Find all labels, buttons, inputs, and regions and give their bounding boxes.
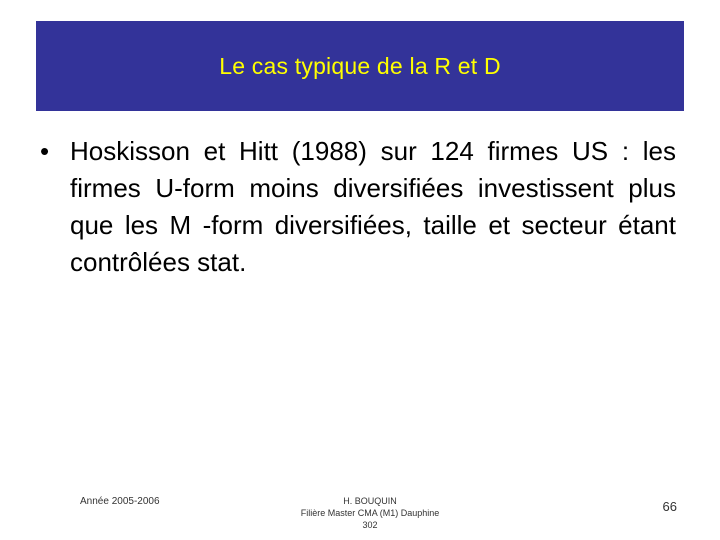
- footer-code: 302: [362, 520, 378, 530]
- slide-title-bar: [36, 21, 684, 111]
- footer-author-block: [260, 495, 480, 531]
- bullet-text: Hoskisson et Hitt (1988) sur 124 firmes US : les firmes U-form moins diversifiées investissent plus que les M -form diversifiées, taille et secteur étant contrôlées stat.: [70, 136, 676, 277]
- slide-footer: [0, 488, 720, 540]
- footer-date: Année 2005-2006: [80, 496, 160, 507]
- slide-title: Le cas typique de la R et D: [219, 52, 501, 79]
- slide-body: [40, 133, 680, 281]
- footer-program: Filière Master CMA (M1) Dauphine: [300, 508, 440, 518]
- footer-author: H. BOUQUIN: [343, 496, 397, 506]
- bullet-icon: •: [40, 136, 50, 166]
- page-number: 66: [662, 499, 677, 514]
- bullet-item: [40, 133, 680, 281]
